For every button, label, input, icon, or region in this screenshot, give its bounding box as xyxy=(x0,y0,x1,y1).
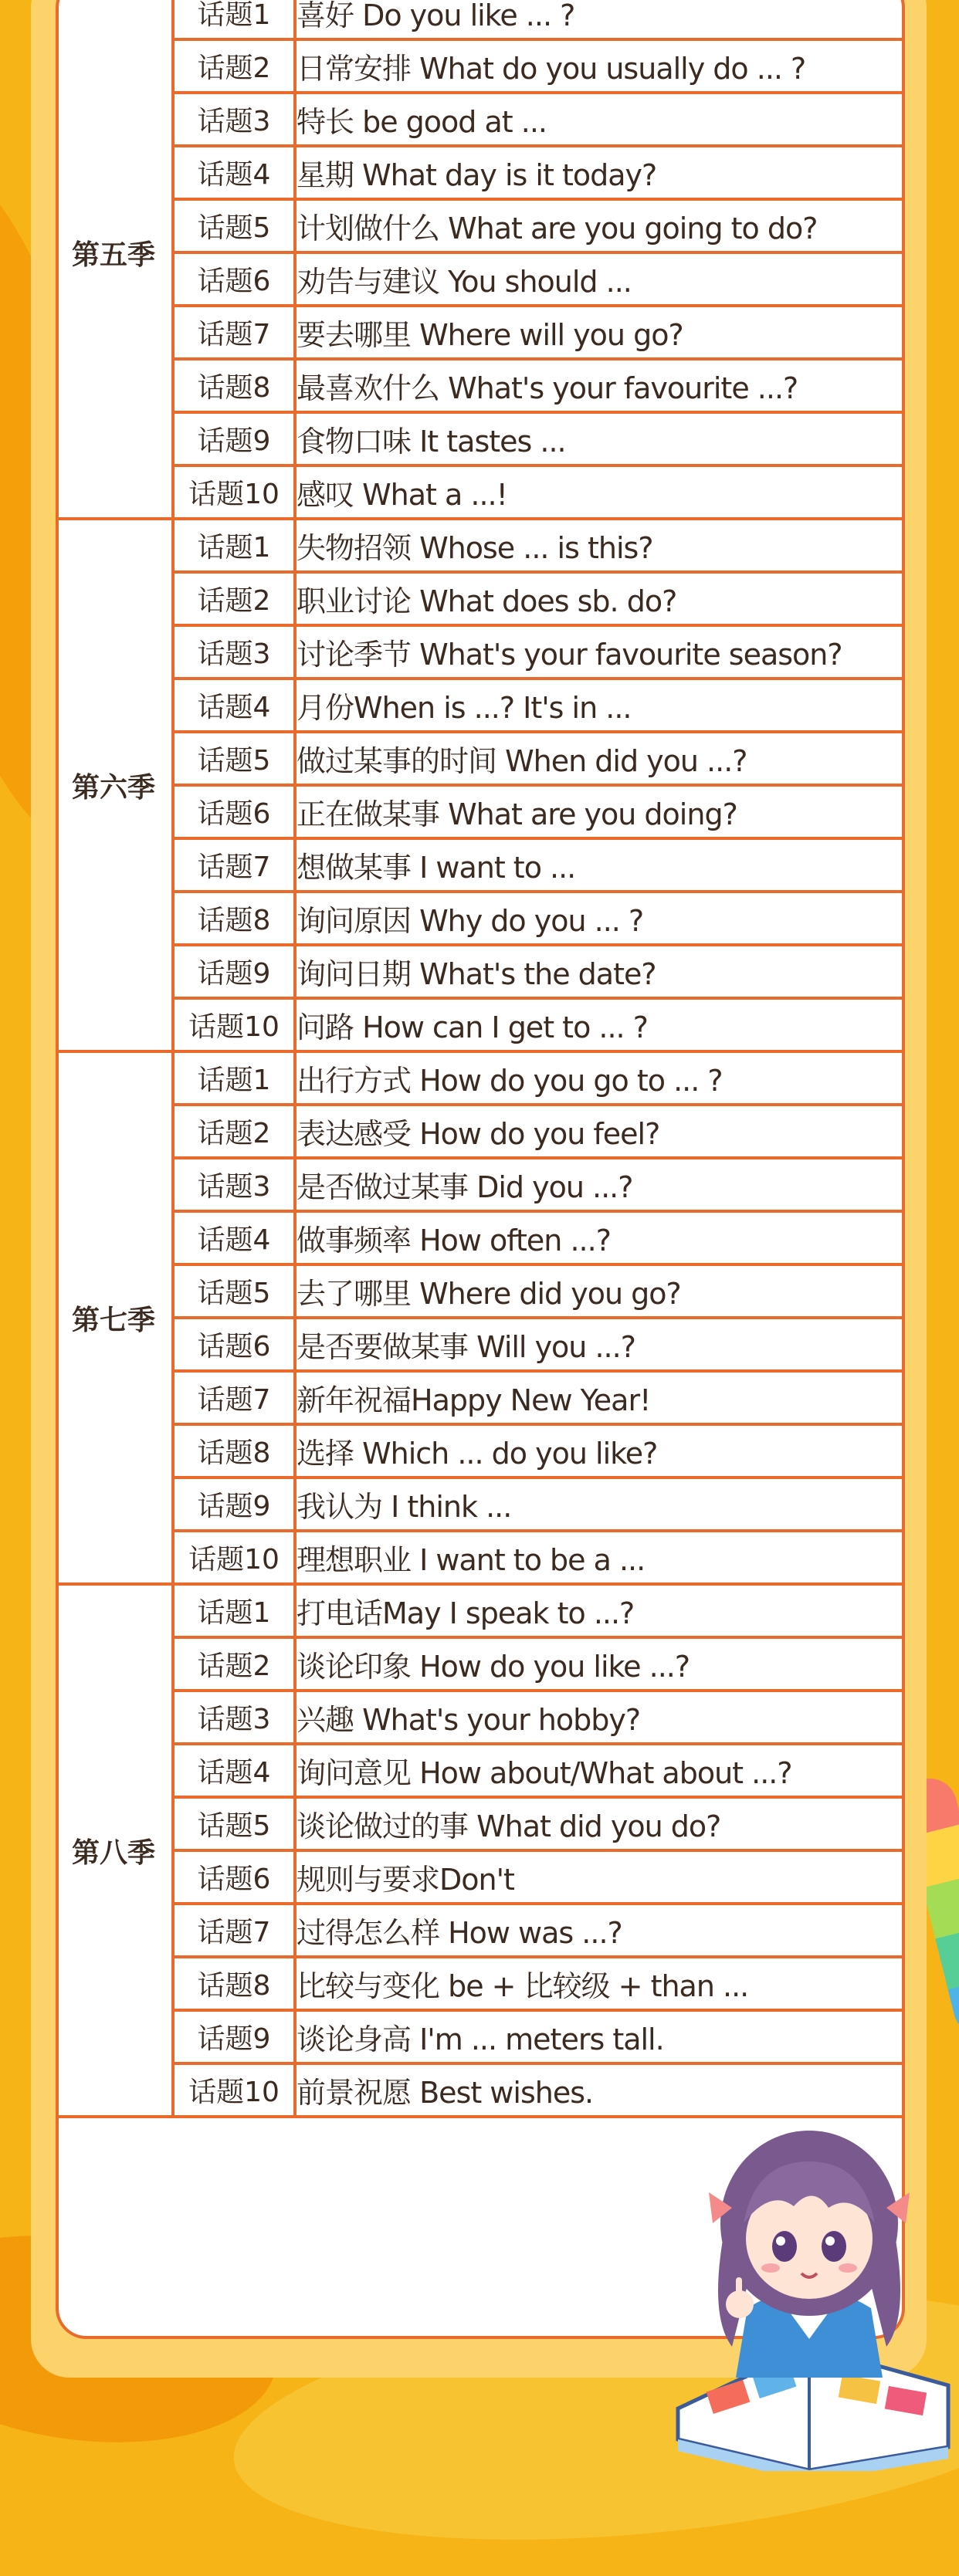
topic-text: 谈论印象 How do you like ...? xyxy=(295,1637,905,1691)
season-label: 第八季 xyxy=(56,1584,173,2117)
topic-text: 职业讨论 What does sb. do? xyxy=(295,572,905,625)
topic-number: 话题6 xyxy=(173,1850,295,1904)
topic-number: 话题3 xyxy=(173,625,295,679)
table-row xyxy=(56,732,905,785)
topic-text: 新年祝福Happy New Year! xyxy=(295,1371,905,1424)
table-row xyxy=(56,785,905,838)
topic-text: 喜好 Do you like ... ? xyxy=(295,0,905,39)
table-row xyxy=(56,0,905,39)
table-row xyxy=(56,465,905,519)
topic-number: 话题4 xyxy=(173,679,295,732)
season-label: 第六季 xyxy=(56,519,173,1051)
topic-text: 询问意见 How about/What about ...? xyxy=(295,1744,905,1797)
table-row xyxy=(56,2063,905,2117)
table-row xyxy=(56,519,905,572)
topic-number: 话题7 xyxy=(173,1371,295,1424)
table-row xyxy=(56,892,905,945)
topic-text: 日常安排 What do you usually do ... ? xyxy=(295,39,905,93)
table-row xyxy=(56,679,905,732)
topic-number: 话题4 xyxy=(173,1211,295,1264)
topic-number: 话题6 xyxy=(173,252,295,306)
table-row xyxy=(56,39,905,93)
topic-number: 话题10 xyxy=(173,2063,295,2117)
topic-text: 询问原因 Why do you ... ? xyxy=(295,892,905,945)
topic-number: 话题5 xyxy=(173,1797,295,1850)
topic-text: 理想职业 I want to be a ... xyxy=(295,1531,905,1584)
topic-text: 问路 How can I get to ... ? xyxy=(295,998,905,1051)
topic-number: 话题8 xyxy=(173,1424,295,1478)
topic-number: 话题6 xyxy=(173,1318,295,1371)
topic-number: 话题8 xyxy=(173,359,295,412)
topic-text: 谈论做过的事 What did you do? xyxy=(295,1797,905,1850)
topic-text: 做过某事的时间 When did you ...? xyxy=(295,732,905,785)
table-row xyxy=(56,572,905,625)
topic-text: 是否做过某事 Did you ...? xyxy=(295,1158,905,1211)
topic-text: 最喜欢什么 What's your favourite ...? xyxy=(295,359,905,412)
topic-text: 特长 be good at ... xyxy=(295,93,905,146)
table-row xyxy=(56,1424,905,1478)
topic-number: 话题1 xyxy=(173,1051,295,1105)
topic-text: 月份When is ...? It's in ... xyxy=(295,679,905,732)
table-row xyxy=(56,146,905,199)
table-row xyxy=(56,1051,905,1105)
topic-number: 话题3 xyxy=(173,1158,295,1211)
table-row xyxy=(56,1904,905,1957)
table-row xyxy=(56,1105,905,1158)
table-row xyxy=(56,1584,905,1637)
topic-text: 要去哪里 Where will you go? xyxy=(295,306,905,359)
table-row xyxy=(56,838,905,892)
table-row xyxy=(56,1797,905,1850)
topic-number: 话题1 xyxy=(173,0,295,39)
topic-number: 话题8 xyxy=(173,1957,295,2010)
topic-number: 话题7 xyxy=(173,838,295,892)
table-row xyxy=(56,1158,905,1211)
topic-text: 正在做某事 What are you doing? xyxy=(295,785,905,838)
topic-number: 话题9 xyxy=(173,2010,295,2063)
topic-text: 是否要做某事 Will you ...? xyxy=(295,1318,905,1371)
cartoon-girl-illustration xyxy=(662,2115,959,2471)
topic-text: 规则与要求Don't xyxy=(295,1850,905,1904)
topic-number: 话题1 xyxy=(173,519,295,572)
table-row xyxy=(56,1318,905,1371)
topic-number: 话题6 xyxy=(173,785,295,838)
table-row xyxy=(56,945,905,998)
topic-text: 选择 Which ... do you like? xyxy=(295,1424,905,1478)
table-row xyxy=(56,625,905,679)
table-row xyxy=(56,93,905,146)
table-row xyxy=(56,1691,905,1744)
topic-number: 话题5 xyxy=(173,1264,295,1318)
topic-text: 想做某事 I want to ... xyxy=(295,838,905,892)
topic-number: 话题5 xyxy=(173,199,295,252)
topic-text: 表达感受 How do you feel? xyxy=(295,1105,905,1158)
table-row xyxy=(56,1531,905,1584)
topic-number: 话题10 xyxy=(173,998,295,1051)
topic-number: 话题8 xyxy=(173,892,295,945)
table-row xyxy=(56,306,905,359)
topic-text: 感叹 What a ...! xyxy=(295,465,905,519)
topic-text: 打电话May I speak to ...? xyxy=(295,1584,905,1637)
topic-table xyxy=(56,0,905,2118)
table-row xyxy=(56,1957,905,2010)
topic-number: 话题4 xyxy=(173,146,295,199)
topic-text: 谈论身高 I'm ... meters tall. xyxy=(295,2010,905,2063)
topic-number: 话题10 xyxy=(173,1531,295,1584)
topic-number: 话题9 xyxy=(173,1478,295,1531)
table-row xyxy=(56,1744,905,1797)
topic-text: 比较与变化 be + 比较级 + than ... xyxy=(295,1957,905,2010)
topic-text: 失物招领 Whose ... is this? xyxy=(295,519,905,572)
season-label: 第五季 xyxy=(56,0,173,519)
topic-text: 星期 What day is it today? xyxy=(295,146,905,199)
topic-number: 话题2 xyxy=(173,1637,295,1691)
topic-text: 食物口味 It tastes ... xyxy=(295,412,905,465)
table-row xyxy=(56,1850,905,1904)
topic-number: 话题3 xyxy=(173,1691,295,1744)
topic-number: 话题2 xyxy=(173,572,295,625)
topic-number: 话题7 xyxy=(173,1904,295,1957)
table-row xyxy=(56,252,905,306)
table-row xyxy=(56,199,905,252)
topic-number: 话题10 xyxy=(173,465,295,519)
table-row xyxy=(56,1478,905,1531)
topic-text: 询问日期 What's the date? xyxy=(295,945,905,998)
topic-number: 话题2 xyxy=(173,39,295,93)
season-label: 第七季 xyxy=(56,1051,173,1584)
topic-text: 兴趣 What's your hobby? xyxy=(295,1691,905,1744)
table-row xyxy=(56,412,905,465)
topic-text: 劝告与建议 You should ... xyxy=(295,252,905,306)
topic-text: 做事频率 How often ...? xyxy=(295,1211,905,1264)
topic-number: 话题3 xyxy=(173,93,295,146)
topic-text: 去了哪里 Where did you go? xyxy=(295,1264,905,1318)
topic-number: 话题5 xyxy=(173,732,295,785)
topic-text: 讨论季节 What's your favourite season? xyxy=(295,625,905,679)
topic-number: 话题1 xyxy=(173,1584,295,1637)
table-row xyxy=(56,1371,905,1424)
table-row xyxy=(56,359,905,412)
table-row xyxy=(56,1264,905,1318)
topic-number: 话题4 xyxy=(173,1744,295,1797)
table-row xyxy=(56,2010,905,2063)
topic-text: 过得怎么样 How was ...? xyxy=(295,1904,905,1957)
table-row xyxy=(56,1211,905,1264)
topic-text: 出行方式 How do you go to ... ? xyxy=(295,1051,905,1105)
topic-text: 我认为 I think ... xyxy=(295,1478,905,1531)
topic-text: 前景祝愿 Best wishes. xyxy=(295,2063,905,2117)
topic-number: 话题2 xyxy=(173,1105,295,1158)
topic-number: 话题9 xyxy=(173,945,295,998)
topic-number: 话题7 xyxy=(173,306,295,359)
topic-number: 话题9 xyxy=(173,412,295,465)
table-row xyxy=(56,1637,905,1691)
table-row xyxy=(56,998,905,1051)
topic-text: 计划做什么 What are you going to do? xyxy=(295,199,905,252)
